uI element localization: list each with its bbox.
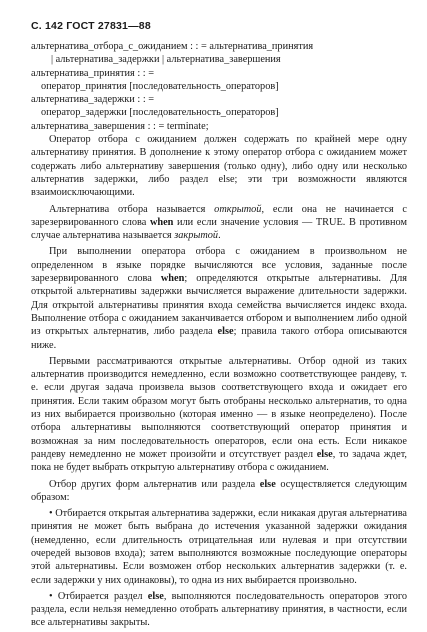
- page-header: С. 142 ГОСТ 27831—88: [31, 20, 151, 32]
- syntax-line: альтернатива_отбора_с_ожиданием : : = альтернатива_принятия: [31, 41, 314, 52]
- bullet-paragraph: • Отбирается открытая альтернатива задержки, если никакая другая альтернатива принятия не может быть выбрана до истечения указанной задержки ожидания (немедленно, если длительность отрицательная или нулевая и при отсутствии очередей вызовов входа); затем выполняются возможные последующие операторы этой альтернативы. Если возможен отбор нескольких альтернатив задержки (т. е. если задержки у них одинаковы), то одна из них выбирается произвольно.: [31, 508, 407, 586]
- syntax-line: альтернатива_задержки : : =: [31, 94, 155, 106]
- paragraph: При выполнении оператора отбора с ожиданием в произвольном не определенном в языке порядке вычисляются все условия, заданные после зарезервированного слова when; определяются открытые альтернативы. Для открытой альтернативы задержки вычисляется выражение длительности задержки. Для открытой альтернативы принятия входа семейства вычисляется индекс входа. Выполнение отбора с ожиданием заканчивается отбором и выполнением либо одной из открытых альтернатив, либо раздела else; правила такого отбора описываются ниже.: [31, 246, 407, 351]
- paragraph: Альтернатива отбора называется открытой, если она не начинается с зарезервированного слова when или если значение условия — TRUE. В противном случае альтернатива называется закрытой.: [31, 203, 407, 242]
- paragraph: Оператор отбора с ожиданием должен содержать по крайней мере одну альтернативу принятия. В дополнение к этому оператор отбора с ожиданием может содержать либо альтернативу завершения (только одну), либо одну или несколько альтернатив задержки, либо раздел else; эти три возможности являются взаимоисключающими.: [31, 134, 407, 199]
- syntax-line: оператор_принятия [последовательность_операторов]: [41, 80, 279, 92]
- syntax-line: альтернатива_завершения : : = terminate;: [31, 120, 209, 132]
- paragraph: Первыми рассматриваются открытые альтернативы. Отбор одной из таких альтернатив производится немедленно, если возможно соответствующее рандеву, т. е. если другая задача произвела вызов соответствующего входа и ожидает его принятия. Если таким образом могут быть отобраны несколько альтернатив, то одна из них выбирается произвольно (которая именно — в языке неопределено). После отбора альтернативы выполняются соответствующий оператор принятия и возможная за ним последовательность операторов, если она есть. Если никакое рандеву немедленно не может произойти и отсутствует раздел else, то задача ждет, пока не будет выбрать открытую альтернативу отбора с ожиданием.: [31, 355, 407, 474]
- paragraph: Отбор других форм альтернатив или раздела else осуществляется следующим образом:: [31, 478, 407, 503]
- syntax-line: альтернатива_принятия : : =: [31, 67, 155, 79]
- syntax-line: | альтернатива_задержки | альтернатива_завершения: [51, 54, 281, 66]
- bullet-paragraph: • Отбирается раздел else, выполняются последовательность операторов этого раздела, если нельзя немедленно отобрать альтернативу принятия, в частности, если все альтернативы закрыты.: [31, 590, 407, 629]
- page-content: [31, 40, 407, 630]
- syntax-block: [31, 40, 407, 133]
- syntax-line: оператор_задержки [последовательность_операторов]: [41, 107, 279, 119]
